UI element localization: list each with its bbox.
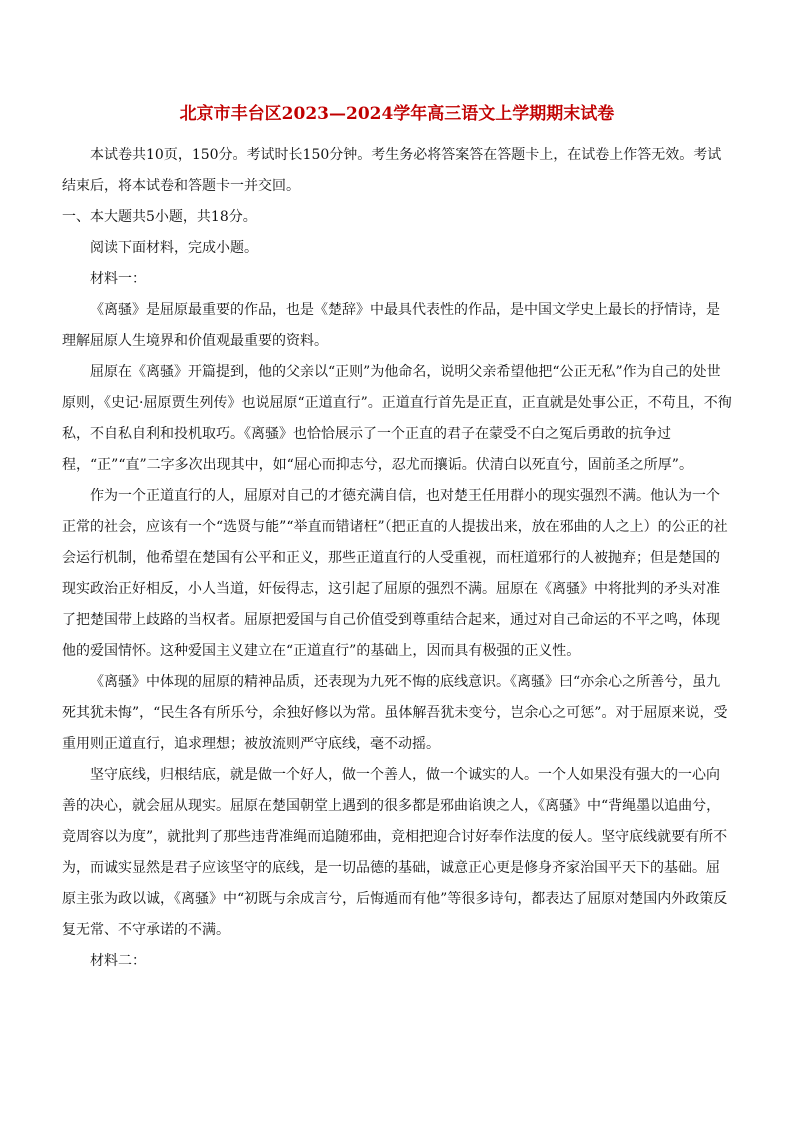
paragraph: 屈原在《离骚》开篇提到，他的父亲以“正则”为他命名，说明父亲希望他把“公正无私”作为自己的处世原则，《史记·屈原贾生列传》也说屈原“正道直行”。正道直行首先是正直，正直就是处事公正，不苟且，不徇私，不自私自利和投机取巧。《离骚》也恰恰展示了一个正直的君子在蒙受不白之冤后勇敢的抗争过程，“正”“直”二字多次出现其中，如“屈心而抑志兮，忍尤而攘诟。伏清白以死直兮，固前圣之所厚”。 [62,364,732,473]
paragraph: 《离骚》是屈原最重要的作品，也是《楚辞》中最具代表性的作品，是中国文学史上最长的抒情诗，是理解屈原人生境界和价值观最重要的资料。 [62,302,720,349]
paragraph: 坚守底线，归根结底，就是做一个好人，做一个善人，做一个诚实的人。一个人如果没有强大的一心向善的决心，就会屈从现实。屈原在楚国朝堂上遇到的很多都是邪曲谄谀之人，《离骚》中“背绳墨以追曲兮，竞周容以为度”，就批判了那些违背准绳而追随邪曲，竞相把迎合讨好奉作法度的佞人。坚守底线就要有所不为，而诚实显然是君子应该坚守的底线，是一切品德的基础，诚意正心更是修身齐家治国平天下的基础。屈原主张为政以诚，《离骚》中“初既与余成言兮，后悔遁而有他”等很多诗句，都表达了屈原对楚国内外政策反复无常、不守承诺的不满。 [62,767,728,938]
material-two-label: 材料二： [90,953,146,969]
section-heading: 一、本大题共5小题，共18分。 [62,209,257,225]
paragraph: 《离骚》中体现的屈原的精神品质，还表现为九死不悔的底线意识。《离骚》曰“亦余心之所善兮，虽九死其犹未悔”，“民生各有所乐兮，余独好修以为常。虽体解吾犹未变兮，岂余心之可惩”。对于屈原来说，受重用则正道直行，追求理想；被放流则严守底线，毫不动摇。 [62,674,728,752]
material-one-label: 材料一： [90,271,146,287]
document-body [62,140,732,977]
page-title: 北京市丰台区2023—2024学年高三语文上学期期末试卷 [179,104,615,124]
paragraph: 作为一个正道直行的人，屈原对自己的才德充满自信，也对楚王任用群小的现实强烈不满。他认为一个正常的社会，应该有一个“选贤与能”“举直而错诸枉”（把正直的人提拔出来，放在邪曲的人之上）的公正的社会运行机制，他希望在楚国有公平和正义，那些正道直行的人受重视，而枉道邪行的人被抛弃；但是楚国的现实政治正好相反，小人当道，奸佞得志，这引起了屈原的强烈不满。屈原在《离骚》中将批判的矛头对准了把楚国带上歧路的当权者。屈原把爱国与自己价值受到尊重结合起来，通过对自己命运的不平之鸣，体现他的爱国情怀。这种爱国主义建立在“正道直行”的基础上，因而具有极强的正义性。 [62,488,728,659]
exam-intro: 本试卷共10页，150分。考试时长150分钟。考生务必将答案答在答题卡上，在试卷上作答无效。考试结束后，将本试卷和答题卡一并交回。 [62,147,722,194]
reading-instruction: 阅读下面材料，完成小题。 [90,240,258,256]
